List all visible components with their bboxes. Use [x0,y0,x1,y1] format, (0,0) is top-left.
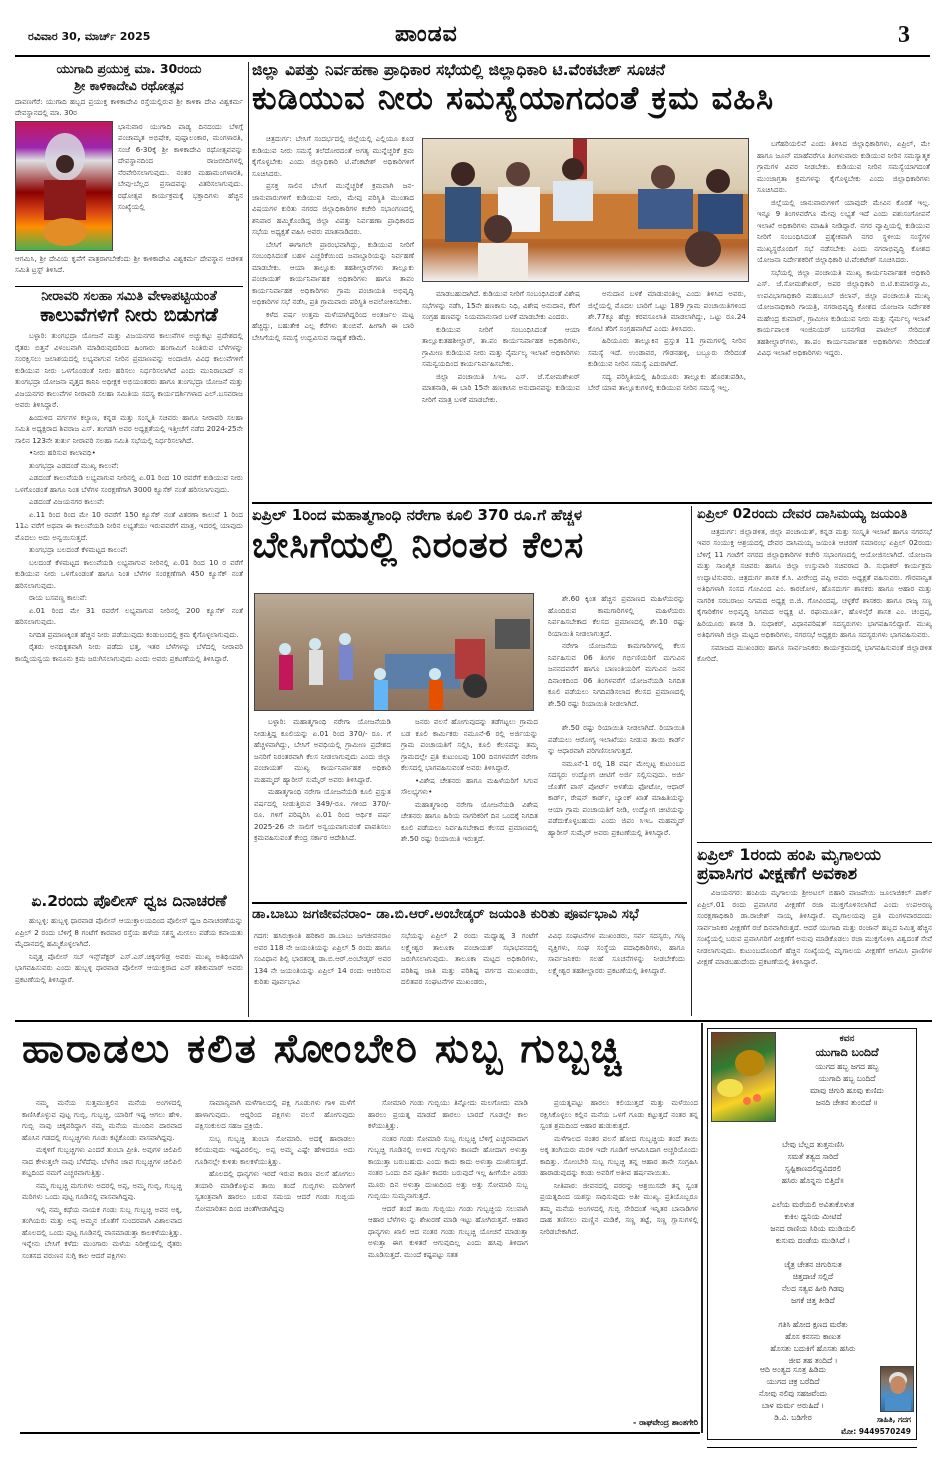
poem-header [780,1033,914,1109]
sparrow-col-1 [22,1097,182,1427]
paragraph: ಪ್ರಯತ್ನಪಟ್ಟು ಹಾರಲು ಕಲಿಯುತ್ತದೆ ಮತ್ತು ಮಳೆಯಿಂದ ರಕ್ಷಿಸಿಕೊಳ್ಳಲು ಕಲ್ಲಿನ ಮನೆಯ ಒಳಗೆ ಗೂಡು ಕಟ್ಟುತ್ತದೆ ನಂತರ ತನ್ನ ಸ್ವಂತ ಶ್ರಮದಿಂದ ಆಹಾರ ಹುಡುಕುತ್ತದೆ. [540,1098,698,1130]
paragraph: ಸಭೆಯಲ್ಲಿ ಜಿಲ್ಲಾ ಪಂಚಾಯತಿ ಮುಖ್ಯ ಕಾರ್ಯನಿರ್ವಾಹಕ ಅಧಿಕಾರಿ ಎಸ್. ಜೆ.ಸೋಮಶೇಖರ್, ಅಪರ ಜಿಲ್ಲಾಧಿಕಾರಿ ಬಿ.ಟಿ.ಕುಮಾರಸ್ವಾಮಿ, ಉಪವಿಭಾಗಾಧಿಕಾರಿ ಮಹಬೂಬ್ ಜಿಲಾನ್, ಜಿಲ್ಲಾ ಪಂಚಾಯಿತಿ ಮುಖ್ಯ ಯೋಜನಾಧಿಕಾರಿ ಗಾಯತ್ರಿ, ನಗರಾಭಿವೃದ್ಧಿ ಕೋಶದ ಯೋಜನಾ ನಿರ್ದೇಶಕ ಮಹೇಂದ್ರ ಕುಮಾರ್, ಗ್ರಾಮೀಣ ಕುಡಿಯುವ ನೀರು ಮತ್ತು ನೈರ್ಮಲ್ಯ ಇಲಾಖೆ ಕಾರ್ಯಪಾಲಕ ಇಂಜಿನಿಯರ್ ಬಸನಗೌಡ ಪಾಟೀಲ್ ಸೇರಿದಂತೆ ತಹಶೀಲ್ದಾರ್‌ಗಳು, ತಾ.ಪಂ ಕಾರ್ಯನಿರ್ವಾಹಕ ಅಧಿಕಾರಿಗಳು ಸೇರಿದಂತೆ ವಿವಿಧ ಇಲಾಖೆ ಅಧಿಕಾರಿಗಳು ಇದ್ದರು. [757,267,930,357]
poem-label: ಕವನ [839,1034,855,1044]
paragraph: ಬಲದಂಡೆ ಕೆಳಮಟ್ಟದ ಕಾಲುವೆಯಡಿ ಲಭ್ಯವಾಗುವ ನೀರಿನಲ್ಲಿ ಏ.01 ರಿಂದ 10 ರ ವರೆಗೆ ಕುಡಿಯುವ ನೀರು ಒಳಗೊಂಡಂತೆ ಹಾಗೂ ನಿಂತ ಬೆಳೆಗಳ ಸಂರಕ್ಷಣೆಗಾಗಿ 450 ಕ್ಯೂಸೆಕ್ ನಂತೆ ಹರಿಸಲಾಗುವುದು. [15,557,243,590]
poem-line: ಎಲೆಯ ಮರೆಯಲಿ ಅವಿತುಕೊಳುತ [771,1200,855,1209]
paragraph: ಮಳೆಗಾಲದ ನಂತರ ವಲಸೆ ಹೋದ ಗುಬ್ಬಚ್ಚಿಯ ತಂದೆ ತಾಯಿ ಅಕ್ಕ ತಂಗಿಯರು ಮರಳಿ ಇದೇ ಗೂಡಿಗೆ ಆಗಮಿಸಿದಾಗ ಅಚ್ಚರಿಯೊಂದು ಕಾದಿತ್ತು. ಸೋಂಬೇರಿ ಸುಬ್ಬ ಗುಬ್ಬಚ್ಚಿ ತನ್ನ ಆಹಾರ ತಾನೇ ಸಂಗ್ರಹಿಸಿ ಹಾರಾಡುವುದನ್ನು ಕಂಡು ಅವರಿಗೆ ಅತೀವ ಹರ್ಷವಾಯಿತು. [540,1133,698,1177]
festival-image-icon [712,1033,776,1122]
ugadi-photo [711,1032,776,1122]
nrega-kicker: ಏಪ್ರಿಲ್ 1ರಿಂದ ಮಹಾತ್ಮಗಾಂಧಿ ನರೇಗಾ ಕೂಲಿ 370 ರೂ.ಗೆ ಹೆಚ್ಚಳ [252,506,583,524]
sparrow-headline: ಹಾರಾಡಲು ಕಲಿತ ಸೋಂಬೇರಿ ಸುಬ್ಬ ಗುಬ್ಬಚ್ಚಿ [22,1026,624,1072]
paragraph: ಆದರೆ ತಂದೆ ತಾಯಿ ಗುಬ್ಬಿಯು ಗಂಡು ಗುಬ್ಬಚ್ಚಿಯ ಸಲುವಾಗಿ ಆಹಾರ ಬೆಳೆಗಳು ನ್ನು ಶೇಖರಣೆ ಮಾಡಿ ಇಟ್ಟು ಹೋಗಿರುತ್ತವೆ. ಆಹಾರ ಧಾನ್ಯಗಳು ಖಾಲಿ ಆದ ನಂತರ ಗಂಡು ಗುಬ್ಬಚ್ಚಿ ಯೋಚನೆ ಮಾಡುತ್ತಾ ಅಳುತ್ತಾ ಈಗ ಕುಳಿತರೆ ಆಗುವುದಿಲ್ಲ ಎಂದು ಹಸಿವು ತಿಳಿದಾಗ ಮೂಡಿಸುತ್ತದೆ. ಮುಂದೆ ಕಷ್ಟಪಟ್ಟು ಸತತ [368,1203,528,1259]
poem-stanza-1 [780,1061,914,1109]
page-number: 3 [898,22,910,48]
paragraph: ಬಗೆಹರಿಯಲಿವೆ ಎಂದು ತಿಳಿಸಿದ ಜಿಲ್ಲಾಧಿಕಾರಿಗಳು, ಏಪ್ರಿಲ್, ಮೇ ಹಾಗೂ ಜೂನ್ ಮಾಹೆವರೆಗೂ ತಿಂಗಳುವಾರು ಕುಡಿಯುವ ನೀರಿನ ಸಮಸ್ಯಾತ್ಮಕ ಗ್ರಾಮಗಳ ವಿವರ ನೀಡಬೇಕು. ಕುಡಿಯುವ ನೀರಿನ ಸಮಸ್ಯೆಯಾಗದಂತೆ ಮುಂಜಾಗ್ರತಾ ಕ್ರಮಗಳನ್ನು ಕೈಗೊಳ್ಳಬೇಕು ಎಂದು ಜಿಲ್ಲಾಧಿಕಾರಿಗಳು ಸೂಚಿಸಿದರು. [757,139,930,194]
kalikadevi-title-1: ಯುಗಾದಿ ಪ್ರಯುಕ್ತ ಮಾ. 30ರಂದು [56,61,202,76]
paragraph: ಚಿತ್ರದುರ್ಗ: ಬೇಸಿಗೆ ಸಂದರ್ಭದಲ್ಲಿ ಜಿಲ್ಲೆಯಲ್ಲಿ ಎಲ್ಲಿಯೂ ಕೂಡ ಕುಡಿಯುವ ನೀರು ಸಮಸ್ಯೆ ತಲೆದೋರದಂತೆ ಅಗತ್ಯ ಮುನ್ನೆಚ್ಚರಿಕೆ ಕ್ರಮ ಕೈಗೊಳ್ಳಬೇಕು ಎಂದು ಜಿಲ್ಲಾಧಿಕಾರಿ ಟಿ.ವೆಂಕಟೇಶ್ ಅಧಿಕಾರಿಗಳಿಗೆ ಸೂಚಿಸಿದರು. [252,134,414,178]
poem-line: ಕುಕಿಲ ಧ್ವನಿಯ ಮೀಟಿದೆ [784,1212,842,1221]
paragraph: ಜನರು ವಲಸೆ ಹೋಗುವುದನ್ನು ತಡೆಗಟ್ಟಲು ಗ್ರಾಮದ ಬಡ ಕೂಲಿ ಕಾರ್ಮಿಕರು ನಮೂನೆ-6 ರಲ್ಲಿ ಅರ್ಜಿಯನ್ನು ಗ್ರಾಮ ಪಂಚಾಯತಿಗೆ ಸಲ್ಲಿಸಿ, ಕೂಲಿ ಕೆಲಸವನ್ನು ತಮ್ಮ ಗ್ರಾಮದಲ್ಲೇ ಪ್ರತಿ ಕುಟುಂಬವು 100 ದಿನಗಳವರೆಗೆ ನರೇಗಾ ಕೆಲಸದಲ್ಲಿ ಭಾಗವಹಿಸುವಂತೆ ಅವರು ತಿಳಿಸಿದ್ದಾರೆ. [401,717,538,772]
poem-line: ಹಸಿರು ಹೊನ್ನನು ಬಿತ್ತಿದೆ॥ [781,1176,845,1185]
poem-stanza-2 [713,1139,913,1187]
kalikadevi-title-2: ಶ್ರೀ ಕಾಳಿಕಾದೇವಿ ರಥೋತ್ಸವ [74,77,184,93]
canal-title-1: ನೀರಾವರಿ ಸಲಹಾ ಸಮಿತಿ ವೇಳಾಪಟ್ಟಿಯಂತೆ [41,289,217,304]
article-hampi-zoo [697,846,932,1007]
paragraph: ಹುಬ್ಬಳ್ಳಿ: ಹುಬ್ಬಳ್ಳಿ ಧಾರವಾಡ ಪೊಲೀಸ್ ಆಯುಕ್ತಾಲಯದಿಂದ ಪೊಲೀಸ್ ಧ್ವಜ ದಿನಾಚರಣೆಯನ್ನು ಏಪ್ರಿಲ್ 2 ರಂದು ಬೆಳಿಗ್ಗೆ 8 ಗಂಟೆಗೆ ಕಾರವಾರ ರಸ್ತೆಯ ಹಳೆಯ ಸಶಸ್ತ್ರ ಮೀಸಲು ಪಡೆಯ ಕವಾಯತು ಮೈದಾನದಲ್ಲಿ ಹಮ್ಮಿಕೊಳ್ಳಲಾಗಿದೆ. [15,916,243,949]
poem-line: ಯುಗದ ಹಬ್ಬ ಜಗದ ಹಬ್ಬ [815,1062,879,1072]
sparrow-col-3 [368,1097,528,1427]
paragraph: •ವಿಶೇಷ ಚೇತನರು ಹಾಗೂ ಮಹಿಳೆಯರಿಗೆ ಸಿಗುವ ಸೌಲಭ್ಯಗಳು• [401,775,538,796]
ambedkar-col-3: ವಿವಿಧ ಸಂಘಟನೆಗಳ ಮುಖಂಡರು, ಸರ್ವ ಸದಸ್ಯರು, ಗಣ್ಯ ವ್ಯಕ್ತಿಗಳು, ಸಂಘ ಸಂಸ್ಥೆಯ ಪದಾಧಿಕಾರಿಗಳು, ಹಾಗೂ ಸಾರ್ವಜನಿಕರು ಸಲಹೆ ಸೂಚನೆಗಳನ್ನು ನೀಡಬೇಕೆಂದು ಲಕ್ಷ್ಮೇಶ್ವರ ತಹಶೀಲ್ದಾರರು ಪ್ರಕಟಣೆಯಲ್ಲಿ ತಿಳಿಸಿದ್ದಾರೆ. [548,931,685,975]
divider [15,1020,932,1022]
paragraph: ಚಿತ್ರದುರ್ಗ: ಜಿಲ್ಲಾಡಳಿತ, ಜಿಲ್ಲಾ ಪಂಚಾಯತ್, ಕನ್ನಡ ಮತ್ತು ಸಂಸ್ಕೃತಿ ಇಲಾಖೆ ಹಾಗೂ ನಗರಸಭೆ ಇವರ ಸಂಯುಕ್ತ ಆಶ್ರಯದಲ್ಲಿ ದೇವರ ದಾಸಿಮಯ್ಯ ಜಯಂತಿ ಆಚರಣೆ ಸಮಾರಂಭ ಏಪ್ರಿಲ್ 02ರಂದು ಬೆಳಿಗ್ಗೆ 11 ಗಂಟೆಗೆ ನಗರದ ಜಿಲ್ಲಾಧಿಕಾರಿಗಳ ಕಚೇರಿ ಸಭಾಂಗಣದಲ್ಲಿ ಆಯೋಜಿಸಲಾಗಿದೆ. ಯೋಜನಾ ಮತ್ತು ಸಾಂಖ್ಯಿಕ ಸಚಿವರು ಹಾಗೂ ಜಿಲ್ಲಾ ಉಸ್ತುವಾರಿ ಸಚಿವರಾದ ಡಿ. ಸುಧಾಕರ್ ಕಾರ್ಯಕ್ರಮ ಉದ್ಘಾಟಿಸುವರು. ಚಿತ್ರದುರ್ಗ ಶಾಸಕ ಕೆ.ಸಿ. ವೀರೇಂದ್ರ ಪಪ್ಪಿ ಅವರು ಅಧ್ಯಕ್ಷತೆ ವಹಿಸುವರು. ಗೌರವಾನ್ವಿತ ಅತಿಥಿಗಳಾಗಿ ಸಂಸದ ಗೋವಿಂದ ಎಂ. ಕಾರಜೋಳ, ಹೊಸದುರ್ಗ ಶಾಸಕರು ಹಾಗೂ ಆಹಾರ ಮತ್ತು ನಾಗರಿಕ ಸರಬರಾಜು ನಿಗಮದ ಅಧ್ಯಕ್ಷ ಬಿ.ಜಿ. ಗೋವಿಂದಪ್ಪ, ಚಳ್ಳಕೆರೆ ಶಾಸಕರು ಹಾಗೂ ರಾಜ್ಯ ಸಣ್ಣ ಕೈಗಾರಿಕೆಗಳ ಅಭಿವೃದ್ಧಿ ನಿಗಮದ ಅಧ್ಯಕ್ಷ ಟಿ. ರಘುಮೂರ್ತಿ, ಹೊಳಲ್ಕೆರೆ ಶಾಸಕ ಎಂ. ಚಂದ್ರಪ್ಪ, ಹಿರಿಯೂರು ಶಾಸಕ ಡಿ. ಸುಧಾಕರ್, ವಿಧಾನಪರಿಷತ್ ಸದಸ್ಯರುಗಳು ಭಾಗವಹಿಸಲಿದ್ದಾರೆ. ಮುಖ್ಯ ಅತಿಥಿಗಳಾಗಿ ಜಿಲ್ಲಾ ಮಟ್ಟದ ಅಧಿಕಾರಿಗಳು, ನಗರಸಭೆ ಅಧ್ಯಕ್ಷರು ಹಾಗೂ ಸದಸ್ಯರುಗಳು ಭಾಗವಹಿಸುವರು. [697,526,932,640]
ambedkar-title: ಡಾ.ಬಾಬು ಜಗಜೀವನರಾಂ- ಡಾ.ಬಿ.ಆರ್.ಅಂಬೇಡ್ಕರ್ ಜಯಂತಿ ಕುರಿತು ಪೂರ್ವಭಾವಿ ಸಭೆ [252,906,639,922]
paragraph: ಹೊಲದಲ್ಲಿ ಧಾನ್ಯಗಳು ಇರದೆ ಇರುವ ಕಾರಣ ವಲಸೆ ಹೋಗಲು ತಯಾರಿ ಮಾಡಿಕೊಳ್ಳುವ ತಾಯಿ ತಂದೆ ಗುಬ್ಬಿಗಳು ಮರಿಗಳಿಗೆ ಸ್ವತಂತ್ರವಾಗಿ ಹಾರಲು ಬರುವ ಸಮಯ ಆದರೆ ಗಂಡು ಗುಬ್ಬಿಯ ಸೋಮಾರಿತನ ದಿಂದ ಚಿಂತೆಗೀಡಾಗಿದ್ದವು [195,1169,355,1213]
water-col-4 [757,138,930,498]
kalikadevi-lead: ದಾವಣಗೆರೆ: ಯುಗಾದಿ ಹಬ್ಬದ ಪ್ರಯುಕ್ತ ಕಾಳಿಕಾದೇವಿ ರಸ್ತೆಯಲ್ಲಿರುವ ಶ್ರೀ ಕಾಳಿಕಾ ದೇವಿ ವಿಶ್ವಕರ್ಮ ದೇವಸ್ಥಾನದಲ್ಲಿ ಮಾ. 30ರ [15,96,243,117]
paragraph: ಎಡದಂಡೆ ಕಾಲುವೆಯಡಿ ಲಭ್ಯವಾಗುವ ನೀರಿನಲ್ಲಿ ಏ.01 ರಿಂದ 10 ರವರೆಗೆ ಕುಡಿಯುವ ನೀರು ಒಳಗೊಂಡಂತೆ ಹಾಗೂ ನಿಂತ ಬೆಳೆಗಳ ಸಂರಕ್ಷಣೆಗಾಗಿ 3000 ಕ್ಯೂಸೆಕ್ ನಂತೆ ಹರಿಸಲಾಗುವುದು. [15,473,243,494]
article-sparrow-story [22,1027,702,1071]
paragraph: ಮಾಡಬಹುದಾಗಿದೆ. ಕುಡಿಯುವ ನೀರಿಗೆ ಸಂಬಂಧಿಸಿದಂತೆ ವಿಶೇಷ ಸಭೆಗಳನ್ನು ನಡೆಸಿ, 15ನೇ ಹಣಕಾಸು ನಿಧಿ, ವಿಶೇಷ ಅನುದಾನ, ಕೆರಿಗೆ ಸಂಗ್ರಹ ಹಣವನ್ನು ನಿಯಮಾನುಸಾರ ಬಳಕೆ ಮಾಡಬೇಕು ಎಂದರು. [422,289,580,321]
police-title: ಏ.2ರಂದು ಪೊಲೀಸ್ ಧ್ವಜ ದಿನಾಚರಣೆ [31,892,227,910]
author-place: ಸಾಹಿತಿ, ಗದಗ [876,1415,911,1424]
article-canal-water [15,290,243,895]
poem-line: ಗತಿಸಿ ಹೋದ ಕ್ಷಣದ ಮರೆತು [778,1320,848,1329]
paragraph: ತುಂಗಭದ್ರಾ ಎಡದಂಡೆ ಮುಖ್ಯ ಕಾಲುವೆ: [29,460,119,470]
article-police-flag [15,893,243,1027]
workers-image-icon [255,594,534,711]
ambedkar-col-2: ಸಭೆಯನ್ನು ಏಪ್ರಿಲ್ 2 ರಂದು ಮಧ್ಯಾಹ್ನ 3 ಗಂಟೆಗೆ ಲಕ್ಷ್ಮೇಶ್ವರ ತಾಲೂಕಾ ಪಂಚಾಯತ್ ಸಭಾಭವನದಲ್ಲಿ ಜರುಗಿಸಲಾಗುವುದು. ತಾಲೂಕಾ ಮಟ್ಟದ ಅಧಿಕಾರಿಗಳು, ಪರಿಶಿಷ್ಟ ಜಾತಿ ಮತ್ತು ಪರಿಶಿಷ್ಟ ವರ್ಗದ ಮುಖಂಡರು, ದಲಿತಪರ ಸಂಘಟನೆಗಳ ಮುಖಂಡರು, [401,931,538,986]
paragraph: ನಿಗದಿತ ಪ್ರಮಾಣಕ್ಕಿಂತ ಹೆಚ್ಚಿನ ನೀರು ಪಡೆಯುವುದು ಕಂಡುಬಂದಲ್ಲಿ ಕ್ರಮ ಕೈಗೊಳ್ಳಲಾಗುವುದು. [29,629,239,639]
nrega-side-col [548,593,685,720]
paragraph: ರಾಯ ಬಸವಣ್ಣ ಕಾಲುವೆ: [29,593,88,603]
poem-line: ಜೀವ ತಹ ತಂದಿದೆ । [788,1356,838,1365]
poem-line: ಆದಿ ಅಂತ್ಯದ ಸೂತ್ರ ಹಿಡಿದು [759,1365,827,1374]
paragraph: ಕುಡಿಯುವ ನೀರಿಗೆ ಸಂಬಂಧಿಸಿದಂತೆ ಆಯಾ ತಾಲ್ಲೂಕುತಹಶೀಲ್ದಾರ್, ತಾ.ಪಂ ಕಾರ್ಯನಿರ್ವಾಹಕ ಅಧಿಕಾರಿಗಳು, ಗ್ರಾಮೀಣ ಕುಡಿಯುವ ನೀರು ಮತ್ತು ನೈರ್ಮಲ್ಯ ಇಲಾಖೆ ಅಧಿಕಾರಿಗಳು ಸಮನ್ವಯದಿಂದ ಕಾರ್ಯನಿರ್ವಹಿಸಬೇಕು. [422,324,580,368]
paragraph: ಮಕ್ಕಳಿಗೆ ಗುಬ್ಬಚ್ಚಿಗಳು ಎಂದರೆ ತುಂಬಾ ಪ್ರೀತಿ. ಅವುಗಳ ಚಿಲಿಪಿಲಿ ನಾದ ಕೇಳುತ್ತಲೇ ನಾವು ಬೆಳೆದೆವು. ಬೆಳಗಿನ ಜಾವ ಗುಬ್ಬಚ್ಚಿಗಳ ಚಿಲಿಪಿಲಿ ಶಬ್ದದಿಂದ ನಮಗೆ ಎಚ್ಚರವಾಗುತ್ತಿತ್ತು. [22,1145,182,1177]
paragraph: ನರೇಗಾ ಯೋಜನೆಯ ಕಾಮಗಾರಿಗಳಲ್ಲಿ ಕೆಲಸ ನಿರ್ವಹಿಸುವ 06 ತಿಂಗಳ ಗರ್ಭಿಣಿಯರಿಗೆ ಮಗುವಿನ ಜನನದವರೆಗೆ ಹಾಗೂ ಬಾಣಂತಿಯರಿಗೆ ಮಗುವಿನ ಜನನ ದಿನಾಂಕದಿಂದ 06 ತಿಂಗಳವರೆಗೆ ಯೋಜನೆಯಡಿ ನಿಗದಿತ ಕೂಲಿ ಪಡೆಯಲು ನಿಗದಿಪಡಿಸಲಾದ ಕೆಲಸದ ಪ್ರಮಾಣದಲ್ಲಿ ಶೇ.50 ರಷ್ಟು ರಿಯಾಯಿತಿ ನೀಡಲಾಗಿದೆ. [548,641,685,708]
kalikadevi-tail: ಆಗಮಿಸಿ, ಶ್ರೀ ದೇವಿಯ ಕೃಪೆಗೆ ಪಾತ್ರರಾಗಬೇಕೆಂದು ಶ್ರೀ ಕಾಳಿಕಾದೇವಿ ವಿಶ್ವಕರ್ಮ ದೇವಸ್ಥಾನ ಆಡಳಿತ ಸಮಿತಿ ಟ್ರಸ್ಟ್ ತಿಳಿಸಿದೆ. [15,253,243,274]
poem-line: ಚೈತ್ರ ಚೇತನ ಚಿಗುರಿಸುತ [784,1260,842,1269]
meeting-photo [422,138,749,282]
article-nrega [252,507,687,565]
paragraph: ಸುಬ್ಬ ಗುಬ್ಬಚ್ಚಿ ತುಂಬಾ ಸೋಮಾರಿ. ಅದಕ್ಕೆ ಹಾರಾಡಲು ಕಲಿಯುವುದು ಇಷ್ಟವಿರಲಿಲ್ಲ. ಅಪ್ಪ ಅಮ್ಮ ಎಷ್ಟೇ ಹೇಳಿದರೂ ಅದು ಗೂಡಿನಲ್ಲೇ ಕುಳಿತು ಕಾಲಕಳೆಯುತ್ತಿತ್ತು. [195,1133,355,1166]
divider [15,286,243,287]
poem-author: ಡಿ.ವಿ. ಬಡಿಗೇರ [774,1413,812,1422]
column-rule [248,62,249,1017]
dasimayya-body [697,526,932,843]
paragraph: •ನೀರು ಹರಿಸುವ ಕಾಲಾವಧಿ• [29,448,96,458]
masthead-rule [15,55,930,57]
paragraph: ಜಿಲ್ಲೆಯಲ್ಲಿ ಜಾನುವಾರುಗಳಿಗೆ ಯಾವುದೇ ಮೇವಿನ ಕೊರತೆ ಇಲ್ಲ. ಇನ್ನೂ 9 ತಿಂಗಳವರೆಗೂ ಮೇವು ಲಭ್ಯತೆ ಇದೆ ಎಂದು ಪಶುಸಂಗೋಪನೆ ಇಲಾಖೆ ಅಧಿಕಾರಿಗಳು ಮಾಹಿತಿ ನೀಡಿದ್ದಾರೆ. ನಗರ ವ್ಯಾಪ್ತಿಯಲ್ಲಿ ಕುಡಿಯುವ ನೀರಿಗೆ ಸಂಬಂಧಿಸಿದಂತೆ ಪ್ರತ್ಯೇಕವಾಗಿ ನಗರ ಸ್ಥಳೀಯ ಸಂಸ್ಥೆಗಳ ಮುಖ್ಯಸ್ಥರೊಂದಿಗೆ ಸಭೆ ನಡೆಸಬೇಕು ಎಂದು ನಗರಾಭಿವೃದ್ಧಿ ಕೋಶದ ಯೋಜನಾ ನಿರ್ದೇಶಕರಿಗೆ ಜಿಲ್ಲಾಧಿಕಾರಿ ಟಿ.ವೆಂಕಟೇಶ್ ಸೂಚಿಸಿದರು. [757,197,930,264]
paragraph: ಏ.11 ರಿಂದ ರಿಂದ ಮೇ 10 ರವರೆಗೆ 150 ಕ್ಯೂಸೆಕ್ ನಂತೆ ವಿತರಣಾ ಕಾಲುವೆ 1 ರಿಂದ 11ಎ ವರೆಗೆ ಅಥವಾ ಈ ಕಾಲುವೆಯಡಿ ನೀರಿನ ಲಭ್ಯತೆಯು ಇರುವವರೆಗೆ ಮಾತ್ರ, ಇದರಲ್ಲಿ ಯಾವುದು ಮೊದಲು ಅದು ಅನ್ವಯಿಸುತ್ತದೆ. [15,509,243,542]
divider [20,1432,700,1434]
paragraph: ಸಮಾಜದ ಮುಖಂಡರು ಹಾಗೂ ಸಾರ್ವಜನಿಕರು ಕಾರ್ಯಕ್ರಮದಲ್ಲಿ ಭಾಗವಹಿಸುವಂತೆ ಜಿಲ್ಲಾಡಳಿತ ಕೋರಿದೆ. [697,642,932,664]
nrega-col-2 [401,716,538,876]
author-portrait-icon [881,1367,914,1412]
article-kalikadevi [15,62,243,277]
divider [697,842,932,843]
water-kicker: ಜಿಲ್ಲಾ ವಿಪತ್ತು ನಿರ್ವಹಣಾ ಪ್ರಾಧಿಕಾರ ಸಭೆಯಲ್ಲಿ ಜಿಲ್ಲಾಧಿಕಾರಿ ಟಿ.ವೆಂಕಟೇಶ್ ಸೂಚನೆ [252,61,665,79]
deity-image-icon [16,122,113,251]
newspaper-name: ಪಾಂಡವ [395,22,458,47]
issue-date: ರವಿವಾರ 30, ಮಾರ್ಚ್ 2025 [28,30,151,43]
poem-line: ಜಗಕೆ ಚಿತ್ತ ತೀಡಿದೆ [791,1296,835,1305]
sparrow-col-4 [540,1097,698,1415]
canal-title-2: ಕಾಲುವೆಗಳಿಗೆ ನೀರು ಬಿಡುಗಡೆ [40,304,218,327]
paragraph: ಶೇ.60 ಕ್ಕಿಂತ ಹೆಚ್ಚಿನ ಪ್ರಮಾಣದ ಮಹಿಳೆಯರನ್ನು ಹೊಂದಿರುವ ಕಾಮಗಾರಿಗಳಲ್ಲಿ ಮಹಿಳೆಯರು ನಿರ್ವಹಿಸಬೇಕಾದ ಕೆಲಸದ ಪ್ರಮಾಣದಲ್ಲಿ ಶೇ.10 ರಷ್ಟು ರಿಯಾಯಿತಿ ನೀಡಲಾಗುತ್ತದೆ. [548,594,685,638]
poem-body [713,1139,913,1379]
poem-line: ನೆಲದ ಸತ್ವವ ಹೀರಿ ಗಿಡವು [781,1284,845,1293]
article-ambedkar [252,907,687,922]
poem-line: ಬೇವು ಬೆಲ್ಲದ ತುತ್ತನುಣಿಸಿ [782,1140,844,1149]
paragraph: ಎಡದಂಡೆ ವಿಜಯನಗರ ಕಾಲುವೆ: [29,497,105,507]
divider [707,1447,917,1448]
author-phone: ಮೋ: 9449570249 [841,1427,911,1436]
kalikadevi-photo [15,121,113,251]
dasimayya-title: ಏಪ್ರಿಲ್ 02ರಂದು ದೇವರ ದಾಸಿಮಯ್ಯ ಜಯಂತಿ [697,506,908,522]
police-body [15,915,243,1027]
paragraph: ನೀತಿಪಾಠ: ಜೀವನದಲ್ಲಿ ಪರರನ್ನು ಆಶ್ರಯಿಸದೇ ತನ್ನ ಸ್ವಂತ ಪ್ರಯತ್ನದಿಂದ ಯಶಸ್ಸು ಸಾಧಿಸುವುದು ಅತೀ ಮುಖ್ಯ. ಪ್ರತಿಯೊಬ್ಬರೂ ತಮ್ಮ ಮನೆಯ ಅಂಗಳದಲ್ಲಿ ಗುಬ್ಬಿ ಸೇರಿದಂತೆ ಇನ್ನಿತರ ಬಾನಾಡಿಗಳ ದಾಹ ತಣಿಸಲು ಮಣ್ಣಿನ ಮಡಿಕೆ, ಸಣ್ಣ ತಟ್ಟೆ, ಸಣ್ಣ ಗ್ಲಾಸುಗಳಲ್ಲಿ ನೀರಿಡಬೇಕಾಗಿದೆ. [540,1180,698,1236]
paragraph: ಮಹಾತ್ಮಗಾಂಧಿ ನರೇಗಾ ಯೋಜನೆಯಡಿ ವಿಶೇಷ ಚೇತನರು ಹಾಗೂ ಹಿರಿಯ ನಾಗರಿಕರಿಗೆ ದಿನ ಒಂದಕ್ಕೆ ನಿಗದಿತ ಕೂಲಿ ಪಡೆಯಲು ನಿರ್ವಹಿಸಬೇಕಾದ ಕೆಲಸದ ಪ್ರಮಾಣದಲ್ಲಿ ಶೇ.50 ರಷ್ಟು ರಿಯಾಯಿತಿ ಇರುತ್ತದೆ. [401,799,538,843]
hampi-title-1: ಏಪ್ರಿಲ್ 1ರಂದು ಹಂಪಿ ಮೃಗಾಲಯ [697,845,882,864]
sparrow-col-2 [195,1097,355,1427]
water-col-2 [422,288,580,498]
paragraph: ಸಾಮಾನ್ಯವಾಗಿ ಮಳೆಗಾಲದಲ್ಲಿ ಪಕ್ಷಿ ಗೂಡುಗಳು ಗಾಳಿ ಮಳೆಗೆ ಹಾಳಾಗುವುದು. ಆದ್ದರಿಂದ ಪಕ್ಷಿಗಳು ವಲಸೆ ಹೋಗುವುದು ಪಕ್ಷಿಸಂಕುಲದ ಸಹಜ ಪ್ರಕ್ರಿಯೆ. [195,1098,355,1130]
paragraph: ನಂತರ ಗಂಡು ಸೋಮಾರಿ ಸುಬ್ಬ ಗುಬ್ಬಚ್ಚಿ ಬೆಳಿಗ್ಗೆ ಎಚ್ಚರವಾದಾಗ ಗುಬ್ಬಚ್ಚಿ ಗೂಡಿನಲ್ಲಿ ಉಳಿದ ಗುಬ್ಬಿಗಳು ಕಾಣದೇ ಹೋದಾಗ ಅಳುತ್ತಾ ಕಾಯುತ್ತಾ ಬರುಬಹುದು ಎಂದು ಕಾದು ಕಾದು ಅಳುತ್ತಾ ದುಃಖಿಸುತ್ತದೆ. ನಂತರ ಒಂದು ದಿನ ಪೂರ್ತಿ ಕಾದರು ಬರುವುದೆ ಇಲ್ಲ ಹೀಗೆಯೇ ಎರಡು ಮೂರು ದಿನ ಅಳುತ್ತಾ ದುಃಖದಿಂದ ಅತ್ತು ಅತ್ತು ಸೋಮಾರಿ ಸುಬ್ಬ ಗುಬ್ಬಿಯು ಸುಮ್ಮನಾಗುತ್ತದೆ. [368,1133,528,1200]
paragraph: ತುಂಗಭದ್ರಾ ಬಲದಂಡೆ ಕೆಳಮಟ್ಟದ ಕಾಲುವೆ: [29,545,128,555]
meeting-image-icon [423,139,749,282]
paragraph: ಇಲ್ಲಿ ನಮ್ಮ ಕಥೆಯ ನಾಯಕ ಗಂಡು ಸುಬ್ಬ ಗುಬ್ಬಚ್ಚಿ ಅವನ ಅಕ್ಕ, ತಂಗಿಯರು ಮತ್ತು ಅಪ್ಪ ಅಮ್ಮನ ಜೊತೆಗೆ ಸುಂದರವಾಗಿ ವಿಶಾಲವಾದ ಹೊಲದಲ್ಲಿ ಒಂದು ಪುಟ್ಟ ಗೂಡಿನಲ್ಲಿ ವಾಸಮಾಡುತ್ತಾ ಕಾಲಕಳೆಯುತ್ತಿತ್ತು. ಇನ್ನೇನು ಬೇಸಿಗೆ ಕಳೆದು ಮುಂಗಾರು ಮಳೆಯ ನಿರೀಕ್ಷೆಯಲ್ಲಿ ರೈತರು ಸಂತಸದ ವರುಣನ ಸುಗ್ಗಿ ಕಾಲ ಆದರೆ ಪಕ್ಷಿಗಳು [22,1204,182,1260]
poem-line: ಬಾಳ ಮರ್ಮ ಅರುಹಿದೆ । [761,1401,825,1410]
paragraph: ಸೋಮಾರಿ ಗಂಡು ಗುಬ್ಬಿಯು ತಿನ್ನೋದು ಮಲಗೋದು ಮಾಡಿ ಹಾರಲು ಪ್ರಯತ್ನ ಮಾಡದೆ ಹಾರಲು ಬಾರದೆ ಗೂಡಲ್ಲೇ ಕಾಲ ಕಳೆಯುತ್ತಿತ್ತು. [368,1098,528,1130]
nrega-col-1 [254,716,391,876]
column-rule [701,1023,703,1433]
poem-title: ಯುಗಾದಿ ಬಂದಿದೆ [815,1046,879,1059]
divider [252,902,687,904]
nrega-col-3 [548,722,685,876]
paragraph: ಅನುದಾನ ಬಳಕೆ ಮಾಡುವಂತಿಲ್ಲ ಎಂದು ತಿಳಿಸಿದ ಅವರು, ಜಿಲ್ಲೆಯಲ್ಲಿ ಮೊದಲ ಬಾರಿಗೆ ಒಟ್ಟು 189 ಗ್ರಾಮ ಪಂಚಾಯಿತಿಗಳಿಂದ ಶೇ.77ಕ್ಕೂ ಹೆಚ್ಚು ಕರವಸೂಲಾತಿ ಮಾಡಲಾಗಿದ್ದು, ಒಟ್ಟು ರೂ.24 ಕೋಟಿ ತೆರಿಗೆ ಸಂಗ್ರಹವಾಗಿದೆ ಎಂದು ತಿಳಿಸಿದರು. [588,289,746,333]
poem-line: ಹೊಸತು ಬದುಕಿಗೆ ಹೊಸತು ಹಸಿರು [770,1344,856,1353]
poem-line: ಜನದಿ ಚೇತನ ತುಂಬಿದೆ ॥ [815,1098,879,1108]
hampi-title-2: ಪ್ರವಾಸಿಗರ ವೀಕ್ಷಣೆಗೆ ಅವಕಾಶ [697,863,858,884]
divider [252,502,932,504]
ambedkar-col-1: ಗದಗ: ಹಸಿರುಕ್ರಾಂತಿ ಹರಿಕಾರ ಡಾ.ಬಾಬು ಜಗಜೀವನರಾಂ ಅವರ 118 ನೇ ಜಯಂತಿಯನ್ನು ಏಪ್ರಿಲ್ 5 ರಂದು ಹಾಗೂ ಸಂವಿಧಾನ ಶಿಲ್ಪಿ ಭಾರತರತ್ನ ಡಾ.ಬಿ.ಆರ್.ಅಂಬೇಡ್ಕರ್ ಅವರ 134 ನೇ ಜಯಂತಿಯನ್ನು ಏಪ್ರಿಲ್ 14 ರಂದು ಆಚರಿಸುವ ಕುರಿತು ಪೂರ್ವಭಾವಿ [254,931,391,986]
water-headline: ಕುಡಿಯುವ ನೀರು ಸಮಸ್ಯೆಯಾಗದಂತೆ ಕ್ರಮ ವಹಿಸಿ [252,79,775,118]
paragraph: ಜಿಲ್ಲಾ ಪಂಚಾಯಿತಿ ಸಿಇಒ ಎಸ್. ಜೆ.ಸೋಮಶೇಖರ್ ಮಾತನಾಡಿ, ಈ ಬಾರಿ 15ನೇ ಹಣಕಾಸಿನ ಅನುದಾನವನ್ನು ಕುಡಿಯುವ ನೀರಿಗೆ ಮಾತ್ರ ಬಳಕೆ ಮಾಡಬೇಕು. [422,371,580,404]
nrega-photo [254,593,534,711]
author-photo [880,1366,914,1412]
paragraph: ನಿವೃತ್ತ ಪೊಲೀಸ್ ಸಬ್ ಇನ್ಸ್‌ಪೆಕ್ಟರ್ ಎಸ್.ಎಸ್.ಚಿಕ್ಕನಗೌಡ್ರ ಅವರು ಮುಖ್ಯ ಅತಿಥಿಯಾಗಿ ಭಾಗವಹಿಸುವರು ಎಂದು ಹುಬ್ಬಳ್ಳಿ ಧಾರವಾಡ ಪೊಲೀಸ್ ಆಯುಕ್ತರಾದ ಎನ್ ಶಶಿಕುಮಾರ್ ಅವರು ಪ್ರಕಟಣೆಯಲ್ಲಿ ತಿಳಿಸಿದ್ದಾರೆ. [15,951,243,984]
paragraph: ಬೇಸಿಗೆ ಈಗಾಗಲೇ ಪ್ರಾರಂಭವಾಗಿದ್ದು, ಕುಡಿಯುವ ನೀರಿಗೆ ಸಂಬಂಧಿಸಿದಂತೆ ಬಹಳ ಎಚ್ಚರಿಕೆಯಿಂದ ಜವಾಬ್ದಾರಿಯನ್ನು ನಿರ್ವಹಣೆ ಮಾಡಬೇಕು. ಆಯಾ ತಾಲ್ಲೂಕು ತಹಶೀಲ್ದಾರ್‌ಗಳು ತಾಲ್ಲೂಕು ಪಂಚಾಯತ್ ಕಾರ್ಯನಿರ್ವಾಹಕ ಅಧಿಕಾರಿಗಳು ಹಾಗೂ ತಾಪಂ ಕಾರ್ಯನಿರ್ವಾಹಕ ಅಧಿಕಾರಿಗಳು ಗ್ರಾಮ ಪಂಚಾಯತಿ ಅಭಿವೃದ್ಧಿ ಅಧಿಕಾರಿಗಳ ಸಭೆ ನಡೆಸಿ, ಪ್ರತಿ ಗ್ರಾಮವಾರು ಪರಿಸ್ಥಿತಿ ಅವಲೋಕಿಸಬೇಕು. [252,239,414,306]
poem-line: ಜನದ ರಾಣಿಯ ಸಿರಿಯ ಮುಡಿಯಲಿ [770,1224,856,1233]
paragraph: ಶೇ.50 ರಷ್ಟು ರಿಯಾಯಿತಿ ನೀಡಲಾಗಿದೆ. ರಿಯಾಯಿತಿ ಪಡೆಯಲು ಆರೋಗ್ಯ ಇಲಾಖೆಯು ನೀಡುವ ತಾಯಿ ಕಾರ್ಡ್ ನ್ನು ಆಧಾರವಾಗಿ ಪರಿಗಣಿಸಲಾಗುತ್ತದೆ. [548,723,685,755]
paragraph: ಹಿರಿಯೂರು ತಾಲ್ಲೂಕಿನ ಪ್ರಸ್ತುತ 11 ಗ್ರಾಮಗಳಲ್ಲಿ ನೀರಿನ ಸಮಸ್ಯೆ ಇದೆ. ಉಂಡಾವರ, ಗೌಡನಹಳ್ಳಿ, ಬಬ್ಬೂರು ಸೇರಿದಂತೆ ಕುಡಿಯುವ ನೀರಿನ ಸಮಸ್ಯೆ ಎದುರಾಗಿದೆ. [588,336,746,368]
paragraph: ಕಳೆದ ವರ್ಷ ಉತ್ತಮ ಮಳೆಯಾಗಿದ್ದರಿಂದ ಅಂತರ್ಜಲ ಮಟ್ಟ ಹೆಚ್ಚಿದ್ದು, ಬಹುತೇಕ ಎಲ್ಲ ಕೆರೆಗಳು ತುಂಬಿವೆ. ಹೀಗಾಗಿ ಈ ಬಾರಿ ಬೇಸಿಗೆಯಲ್ಲಿ ಸಮಸ್ಯೆ ಉದ್ಭವಿಸುವ ಸಾಧ್ಯತೆ ಕಡಿಮೆ. [252,309,414,342]
paragraph: ಏ.01 ರಿಂದ ಮೇ 31 ರವರೆಗೆ ಲಭ್ಯವಾಗುವ ನೀರಿನಲ್ಲಿ 200 ಕ್ಯೂಸೆಕ್ ನಂತೆ ಹರಿಸಲಾಗುವುದು. [15,605,243,627]
poem-stanza-3 [713,1199,913,1247]
poem-line: ಚಿತ್ತದಾಚೆ ಸಲ್ಲಿದೆ [792,1272,834,1281]
poem-stanza-4 [713,1259,913,1307]
column-rule [691,506,692,1016]
hampi-body [697,887,932,1007]
poem-line: ಸಮತೆ ತತ್ವದ ಸಾರಿದೆ [787,1152,839,1161]
poem-line: ಕುಸುಮ ದಂಡೆಯ ಮುಡಿಸಿದೆ । [775,1236,851,1245]
paragraph: ನಮೂನೆ-1 ರಲ್ಲಿ 18 ವರ್ಷ ಮೇಲ್ಪಟ್ಟ ಕುಟುಂಬದ ಸದಸ್ಯರು ಉದ್ಯೋಗ ಚೀಟಿಗೆ ಅರ್ಜಿ ಸಲ್ಲಿಸುವುದು. ಅರ್ಜಿ ಜೊತೆಗೆ ಪಾಸ್ ಪೋರ್ಟ್ ಅಳತೆಯ ಫೋಟೋ, ಆಧಾರ್ ಕಾರ್ಡ್, ರೇಷನ್ ಕಾರ್ಡ್, ಬ್ಯಾಂಕ್ ಖಾತೆ ಮಾಹಿತಿಯನ್ನು ಆಯಾ ಗ್ರಾಮ ಪಂಚಾಯತಿಗೆ ನೀಡಿ, ಉದ್ಯೋಗ ಚೀಟಿಯನ್ನು ಪಡೆದುಕೊಳ್ಳಬಹುದು ಎಂದು ಜಿಪಂ ಸಿಇಒ ಮಹಮ್ಮದ್ ಹ್ಯಾರೀಸ್ ಸುಮೈರ್ ಅವರು ಪ್ರಕಟಣೆಯಲ್ಲಿ ತಿಳಿಸಿದ್ದಾರೆ. [548,758,685,837]
poem-line: ಯುಗಾದಿ ಹಬ್ಬ ಬಂದಿದೆ [818,1074,876,1084]
masthead [0,0,945,58]
poem-line: ನೋವು ನಲಿವು ಸಹಜವೆಂದು [758,1389,828,1398]
paragraph: ಸದ್ಯ ಪರಿಸ್ಥಿತಿಯಲ್ಲಿ ಹಿರಿಯೂರು ತಾಲ್ಲೂಕು ಹೊರತುಪಡಿಸಿ, ಬೇರೆ ಯಾವ ತಾಲ್ಲೂಕುಗಳಲ್ಲಿ ಕುಡಿಯುವ ನೀರಿನ ಸಮಸ್ಯೆ ಇಲ್ಲ. [588,371,746,392]
poem-stanza-5 [713,1319,913,1367]
nrega-headline: ಬೇಸಿಗೆಯಲ್ಲಿ ನಿರಂತರ ಕೆಲಸ [252,524,585,566]
paragraph: ಹಿಂದುಳಿದ ವರ್ಗಗಳ ಕಲ್ಯಾಣ, ಕನ್ನಡ ಮತ್ತು ಸಂಸ್ಕೃತಿ ಸಚಿವರು ಹಾಗೂ ನೀರಾವರಿ ಸಲಹಾ ಸಮಿತಿ ಅಧ್ಯಕ್ಷರಾದ ಶಿವರಾಜ ಎಸ್. ತಂಗಡಗಿ ಅವರ ಅಧ್ಯಕ್ಷತೆಯಲ್ಲಿ ಇತ್ತೀಚೆಗೆ ನಡೆದ 2024-25ನೇ ಸಾಲಿನ 123ನೇ ತುರ್ತು ನೀರಾವರಿ ಸಲಹಾ ಸಮಿತಿ ಸಭೆಯಲ್ಲಿ ನಿರ್ಧರಿಸಲಾಗಿದೆ. [15,412,243,445]
paragraph: ಮಹಾತ್ಮಗಾಂಧಿ ನರೇಗಾ ಯೋಜನೆಯಡಿ ಕೂಲಿ ಪ್ರಸ್ತುತ ವರ್ಷದಲ್ಲಿ ನೀಡುತ್ತಿರುವ 349/-ರೂ. ಗಳಿಂದ 370/- ರೂ. ಗಳಿಗೆ ಪರಿಷ್ಕರಿಸಿ ಏ.01 ರಿಂದ ಆರ್ಥಿಕ ವರ್ಷ 2025-26 ನೇ ಸಾಲಿಗೆ ಅನ್ವಯವಾಗುವಂತೆ ಪಾವತಿಸಲು ಕ್ರಮವಹಿಸುವಂತೆ ಕೇಂದ್ರ ಸರ್ಕಾರ ಆದೇಶಿಸಿದೆ. [254,787,391,842]
poem-line: ಸೃಷ್ಟಿಕಾಣದಲಿದ್ದವಿದರಲಿ [784,1164,842,1173]
article-drinking-water [252,62,932,116]
paragraph: ನಮ್ಮ ಮನೆಯ ಸುತ್ತಮುತ್ತಲಿನ ಮನೆಯ ಅಂಗಳದಲ್ಲಿ ಕಾಣಿಸಿಕೊಳ್ಳುವ ಪುಟ್ಟ ಗುಬ್ಬಿ, ಗುಬ್ಬಚ್ಚಿ, ಯಾರಿಗೆ ಇಷ್ಟ ಆಗಲು ಹೇಳಿ. ಗುಬ್ಬಿ ನಾವು ಚಿಕ್ಕವರಿದ್ದಾಗ ನಮ್ಮ ಮನೆಯ ಮುಂದಿನ ದಾರವಾದ ಹೊಸಿನ ಗಡದಲ್ಲಿ ಗುಬ್ಬಚ್ಚಿಗಳು ಗೂಡು ಕಟ್ಟಿಕೊಂಡು ವಾಸವಾಗಿದ್ದವು. [22,1098,182,1142]
poem-line: ಯುಗದ ಚಕ್ರ ಬರೆದಿದೆ [766,1377,820,1386]
poem-stanza-6 [728,1364,858,1424]
poem-box [707,1028,917,1440]
canal-body [15,330,243,895]
article-dasimayya [697,507,932,843]
water-col-1 [252,133,414,498]
sparrow-byline: - ರಾಘವೇಂದ್ರ ಶಾಂತಗೇರಿ [633,1418,698,1427]
kalikadevi-side-text: ಭಾನುವಾರ ಯುಗಾದಿ ಪಾಡ್ಯ ದಿನದಂದು ಬೆಳಿಗ್ಗೆ ಪಂಚಾಮೃತ ಅಭಿಷೇಕ, ಪುಷ್ಪಾಲಂಕಾರ, ಮಂಗಳಾರತಿ, ಸಂಜೆ 6-30ಕ್ಕೆ ಶ್ರೀ ಕಾಳಿಕಾದೇವಿ ರಥೋತ್ಸವವನ್ನು ದೇವಸ್ಥಾನದಿಂದ ರಾಜಬೀದಿಗಳಲ್ಲಿ ನೆರವೇರಿಸಲಾಗುವುದು. ನಂತರ ಮಹಾಮಂಗಳಾರತಿ, ಬೇವು-ಬೆಲ್ಲದ ಪ್ರಸಾದವನ್ನು ವಿತರಿಸಲಾಗುವುದು. ರಥೋತ್ಸವ ಕಾರ್ಯಕ್ರಮಕ್ಕೆ ಭಕ್ತಾದಿಗಳು ಹೆಚ್ಚಿನ ಸಂಖ್ಯೆಯಲ್ಲಿ [118,121,243,211]
paragraph: ಬಳ್ಳಾರಿ: ಮಹಾತ್ಮಗಾಂಧಿ ನರೇಗಾ ಯೋಜನೆಯಡಿ ನೀಡುತ್ತಿದ್ದ ಕೂಲಿಯನ್ನು ಏ.01 ರಿಂದ 370/- ರೂ. ಗೆ ಹೆಚ್ಚಳವಾಗಿದ್ದು, ಬೇಸಿಗೆ ಅವಧಿಯಲ್ಲಿ ಗ್ರಾಮೀಣ ಪ್ರದೇಶದ ಜನರಿಗೆ ನಿರಂತರವಾಗಿ ಕೆಲಸ ನೀಡಲಾಗುವುದು ಎಂದು ಜಿಲ್ಲಾ ಪಂಚಾಯತ್ ಮುಖ್ಯ ಕಾರ್ಯನಿರ್ವಾಹಕ ಅಧಿಕಾರಿ ಮಹಮ್ಮದ್ ಹ್ಯಾರೀಸ್ ಸುಮೈರ್ ಅವರು ತಿಳಿಸಿದ್ದಾರೆ. [254,717,391,784]
paragraph: ರೈತರು ಅನಧಿಕೃತವಾಗಿ ನೀರು ಪಡೆದು ಭತ್ತ, ಇತರ ಬೆಳೆಗಳನ್ನು ಬೆಳೆದಲ್ಲಿ ನೀರಾವರಿ ಕಾಯ್ದೆಯನ್ವಯ ಕಾನೂನು ಕ್ರಮ ಜರುಗಿಸಲಾಗುವುದು ಎಂದು ಅವರು ಪ್ರಕಟಣೆಯಲ್ಲಿ ತಿಳಿಸಿದ್ದಾರೆ. [15,642,243,663]
water-col-3 [588,288,746,498]
paragraph: ಪ್ರಸಕ್ತ ಸಾಲಿನ ಬೇಸಿಗೆ ಮುನ್ನೆಚ್ಚರಿಕೆ ಕ್ರಮವಾಗಿ ಜನ-ಜಾನುವಾರುಗಳಿಗೆ ಕುಡಿಯುವ ನೀರು, ಮೇವು ಪರಿಸ್ಥಿತಿ ಮುಂತಾದ ವಿಷಯಗಳ ಕುರಿತು ನಗರದ ಜಿಲ್ಲಾಧಿಕಾರಿಗಳ ಕಚೇರಿ ಸಭಾಂಗಣದಲ್ಲಿ ಶನಿವಾರ ಹಮ್ಮಿಕೊಂಡಿದ್ದ ಜಿಲ್ಲಾ ವಿಪತ್ತು ನಿರ್ವಹಣಾ ಪ್ರಾಧಿಕಾರದ ಸಭೆಯ ಅಧ್ಯಕ್ಷತೆ ವಹಿಸಿ ಅವರು ಮಾತನಾಡಿದರು. [252,181,414,236]
poem-line: ಹೊಸ ಕನಸನು ಕಾಣುತ [785,1332,841,1341]
paragraph: ಬಳ್ಳಾರಿ: ತುಂಗಭದ್ರಾ ಯೋಜನೆ ಮತ್ತು ವಿಜಯನಗರ ಕಾಲುವೆಗಳ ಅಚ್ಚುಕಟ್ಟು ಪ್ರದೇಶದಲ್ಲಿ ರೈತರು ಬಿತ್ತನೆ ವಿಳಂಬವಾಗಿ ಮಾಡಿರುವುದರಿಂದ ಹಿಂಗಾರು ಹಂಗಾಮಿಗೆ ನಿಂತಿರುವ ಬೆಳೆಗಳನ್ನು ಸಂರಕ್ಷಿಸಲು ಜಲಾಶಯದಲ್ಲಿ ಲಭ್ಯವಾಗುವ ನೀರಿನ ಪ್ರಮಾಣವನ್ನು ಅಂದಾಜಿಸಿ ವಿವಿಧ ಕಾಲುವೆಗಳಿಗೆ ಕುಡಿಯುವ ನೀರು ಒಳಗೊಂಡಂತೆ ನೀರು ಹರಿಸಲು ನಿರ್ಧರಿಸಲಾಗಿದೆ ಎಂದು ಮುನಿರಾಬಾದ್ ನ ತುಂಗಭದ್ರಾ ಯೋಜನಾ ವೃತ್ತದ ಕಾನಿನಿ ಅಧೀಕ್ಷಕ ಅಭಿಯಂತರರು ಹಾಗೂ ತುಂಗಭದ್ರಾ ಯೋಜನೆ ಮತ್ತು ವಿಜಯನಗರ ಕಾಲುವೆಗಳ ನೀರಾವರಿ ಸಲಹಾ ಸಮಿತಿಯ ಸದಸ್ಯ ಕಾರ್ಯದರ್ಶಿಗಳಾದ ಎಲ್.ಬಸವರಾಜ ಅವರು ತಿಳಿಸಿದ್ದಾರೆ. [15,331,243,410]
poem-line: ಮಾವು ಚಿಗುರಿ ಹೂವು ಕುಣಿದು [810,1086,884,1096]
paragraph: ವಿಜಯನಗರ: ಹಂಪಿಯ ಮೃಗಾಲಯ ಶ್ರೀಅಟಲ್ ಬಿಹಾರಿ ವಾಜಪೇಯಿ ಜೂಲಾಜಿಕಲ್ ಪಾರ್ಕ್ ಏಪ್ರಿಲ್.01 ರಂದು ಪ್ರವಾಸಿಗರ ವೀಕ್ಷಣೆಗೆ ರಜಾ ಮುಕ್ತಗೊಳಿಸಲಾಗಿದೆ ಎಂದು ಉಪಅರಣ್ಯ ಸಂರಕ್ಷಣಾಧಿಕಾರಿ ಡಾ.ರಾಜೇಶ್ ನಾಯ್ಕ ತಿಳಿಸಿದ್ದಾರೆ. ಮೃಗಾಲಯವು ಪ್ರತಿ ಮಂಗಳವಾರದಂದು ಸಾರ್ವಜನಿಕರ ವೀಕ್ಷಣೆಗೆ ರಜೆ ದಿನವಾಗಿರುತ್ತದೆ. ಆದರೆ ಯುಗಾದಿ ಮತ್ತು ರಂಜಾನ್ ಹಬ್ಬದ ನಿಮಿತ್ತ ಹೆಚ್ಚಿನ ಸಂಖ್ಯೆಯಲ್ಲಿ ಬರುವ ಪ್ರವಾಸಿಗರಿಗೆ ವೀಕ್ಷಣೆಗೆ ಅನುವು ಮಾಡಿಕೊಡಲು ರಜಾ ಮುಕ್ತಗೊಳಿಸಿ ವಿಶ್ವದಂತೆ ಸೇವೆ ನೀಡಲಾಗುವುದು. ಕುಟುಂಬದೊಂದಿಗೆ ಹೆಚ್ಚಿನ ಸಂಖ್ಯೆಯಲ್ಲಿ ಮೃಗಾಲಯ ವೀಕ್ಷಣೆಗೆ ಆಗಮಿಸಿ ಪ್ರಾಣಿಗಳ ವೀಕ್ಷಣೆ ಮಾಡಬಹುದೆಂದು ಪ್ರಕಟಣೆಯಲ್ಲಿ ತಿಳಿಸಿದ್ದಾರೆ. [697,888,932,967]
paragraph: ನಮ್ಮ ಗುಬ್ಬಚ್ಚಿ ಮಗುಗಳು ಅದರಲ್ಲಿ ಅಪ್ಪ, ಅಮ್ಮ ಗುಬ್ಬಿ, ಗುಬ್ಬಚ್ಚಿ ಮರಿಗಳು ಒಂದು ಪುಟ್ಟ ಗೂಡಿನಲ್ಲಿ ವಾಸವಾಗಿದ್ದವು. [22,1180,182,1201]
